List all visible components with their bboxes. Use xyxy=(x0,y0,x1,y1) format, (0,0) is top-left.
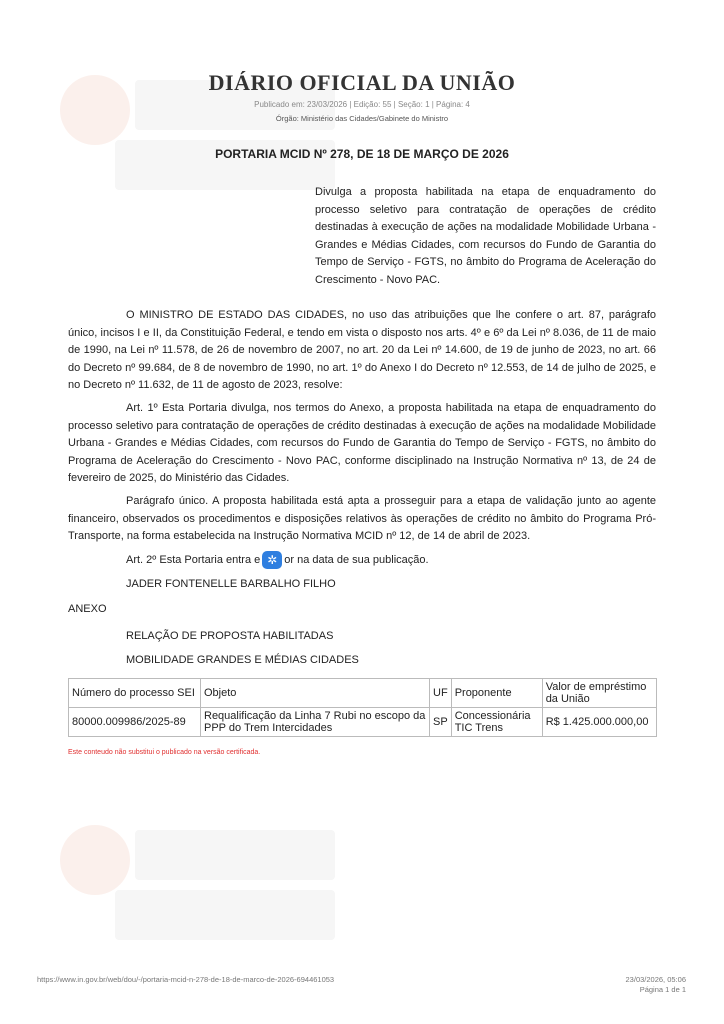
header-cell: Número do processo SEI xyxy=(69,678,201,707)
watermark-logo-band xyxy=(135,830,335,880)
paragrafo-unico: Parágrafo único. A proposta habilitada está apta a prosseguir para a etapa de validação junto ao agente financeiro, observados os procedimentos e disposições relativos às operações de crédito no âmbito do Programa Pró-Transporte, na forma estabelecida na Instrução Normativa MCID nº 12, de 14 de abril de 2023. xyxy=(68,494,656,543)
cell-uf: SP xyxy=(430,707,452,736)
footer-info xyxy=(626,975,686,995)
document-body xyxy=(68,307,656,670)
watermark-logo-circle xyxy=(60,825,130,895)
article-2 xyxy=(68,551,656,570)
article-2-text-start: Art. 2º Esta Portaria entra e xyxy=(126,553,261,566)
modalidade-heading: MOBILIDADE GRANDES E MÉDIAS CIDADES xyxy=(126,654,359,666)
footer-page: Página 1 de 1 xyxy=(639,985,686,994)
footer-url[interactable]: https://www.in.gov.br/web/dou/-/portaria-mcid-n-278-de-18-de-marco-de-2026-694461053 xyxy=(37,975,335,984)
header-cell: Proponente xyxy=(451,678,542,707)
table-header-row xyxy=(69,678,657,707)
preamble-paragraph: O MINISTRO DE ESTADO DAS CIDADES, no uso das atribuições que lhe confere o art. 87, parágrafo único, incisos I e II, da Constituição Federal, e tendo em vista o disposto nos arts. 4º e 6º da Lei nº 8.036, de 11 de maio de 1990, na Lei nº 11.578, de 26 de novembro de 2007, no art. 20 da Lei nº 14.600, de 19 de junho de 2023, no art. 66 do Decreto nº 99.684, de 8 de novembro de 1990, no art. 1º do Anexo I do Decreto nº 12.553, de 14 de julho de 2025, e no Decreto nº 11.632, de 11 de agosto de 2023, resolve: xyxy=(68,309,656,392)
header-cell: Objeto xyxy=(201,678,430,707)
document-header xyxy=(0,70,724,123)
portaria-title: PORTARIA MCID Nº 278, DE 18 DE MARÇO DE 2026 xyxy=(215,147,509,161)
blue-app-badge-icon[interactable]: ✲ xyxy=(262,551,282,569)
signature: JADER FONTENELLE BARBALHO FILHO xyxy=(126,578,336,591)
footer-datetime: 23/03/2026, 05:06 xyxy=(625,975,686,984)
publication-org: Órgão: Ministério das Cidades/Gabinete do Ministro xyxy=(275,114,449,123)
anexo-table xyxy=(68,678,657,737)
article-2-text-end: or na data de sua publicação. xyxy=(284,553,429,566)
publication-title: DIÁRIO OFICIAL DA UNIÃO xyxy=(208,70,516,95)
watermark-logo-band xyxy=(115,890,335,940)
header-cell: UF xyxy=(430,678,452,707)
cell-processo: 80000.009986/2025-89 xyxy=(69,707,201,736)
cell-proponente: Concessionária TIC Trens xyxy=(451,707,542,736)
disclaimer: Este conteudo não substitui o publicado na versão certificada. xyxy=(68,748,261,756)
header-cell: Valor de empréstimo da União xyxy=(542,678,656,707)
cell-objeto: Requalificação da Linha 7 Rubi no escopo da PPP do Trem Intercidades xyxy=(201,707,430,736)
cell-valor: R$ 1.425.000.000,00 xyxy=(542,707,656,736)
anexo-label: ANEXO xyxy=(68,602,107,615)
table-row xyxy=(69,707,657,736)
ementa: Divulga a proposta habilitada na etapa de enquadramento do processo seletivo para contratação de operações de crédito destinadas à execução de ações na modalidade Mobilidade Urbana - Grandes e Médias Cidades, com recursos do Fundo de Garantia do Tempo de Serviço - FGTS, no âmbito do Programa de Aceleração do Crescimento - Novo PAC. xyxy=(315,186,656,286)
document-content xyxy=(68,307,656,756)
article-1: Art. 1º Esta Portaria divulga, nos termos do Anexo, a proposta habilitada na etapa de enquadramento do processo seletivo para contratação de operações de crédito destinadas à execução de ações na modalidade Mobilidade Urbana - Grandes e Médias Cidades, com recursos do Fundo de Garantia do Tempo de Serviço - FGTS, no âmbito do Programa de Aceleração do Crescimento - Novo PAC, conforme disciplinado na Instrução Normativa nº 13, de 24 de fevereiro de 2025, do Ministério das Cidades. xyxy=(68,401,656,485)
publication-meta: Publicado em: 23/03/2026 | Edição: 55 | Seção: 1 | Página: 4 xyxy=(254,100,470,109)
relacao-heading: RELAÇÃO DE PROPOSTA HABILITADAS xyxy=(126,630,334,643)
